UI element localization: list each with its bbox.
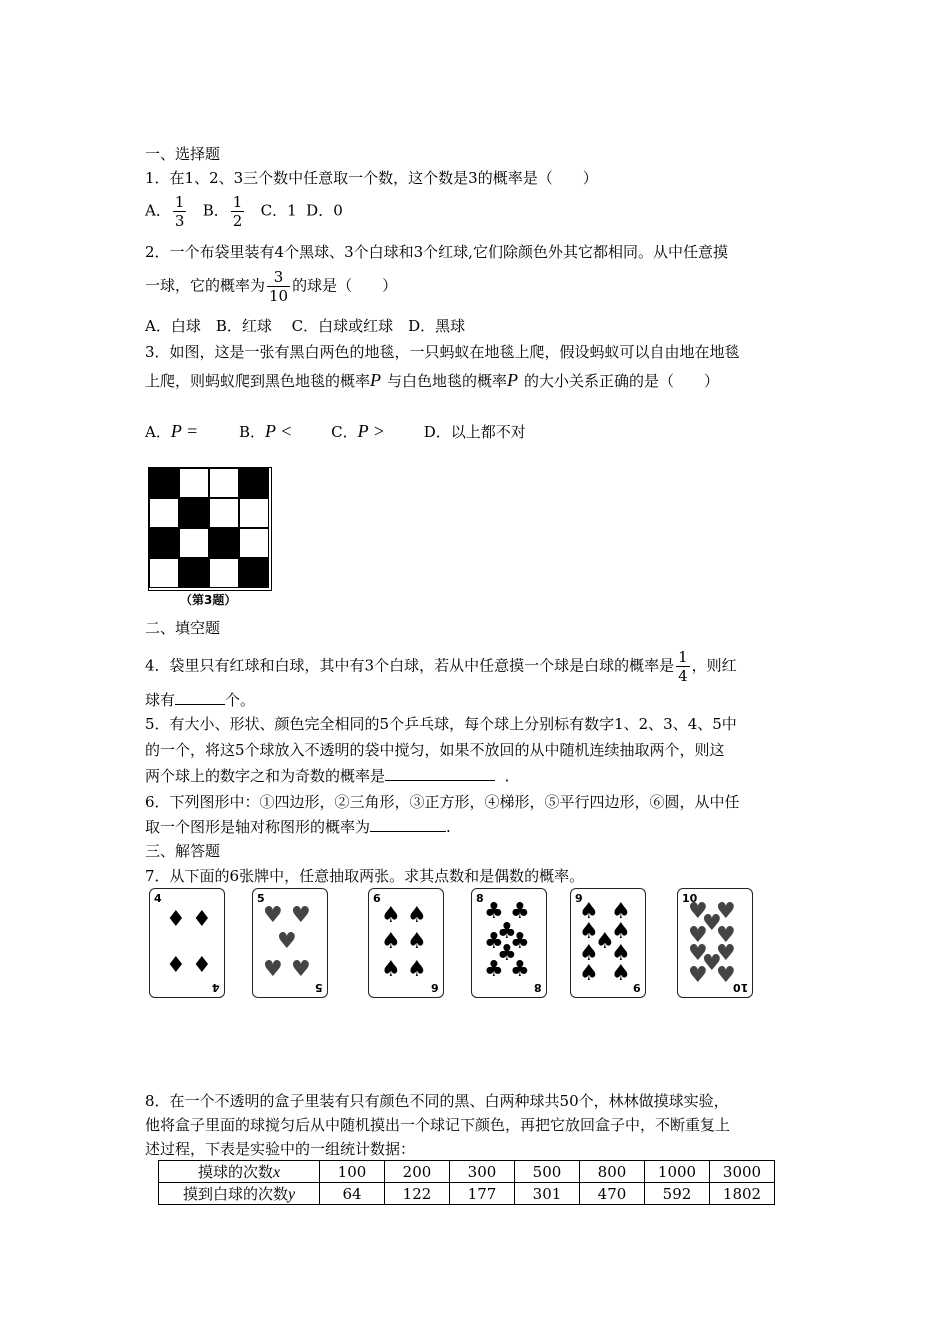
table-cell: 300 — [450, 1161, 515, 1183]
section-title-fill: 二、填空题 — [145, 619, 221, 637]
card-suit-icon: ♦ — [166, 907, 186, 932]
carpet-cell — [149, 468, 179, 498]
card-suit-icon: ♣ — [510, 957, 530, 982]
q4-fraction: $\frac{1}{4}$ — [678, 648, 688, 685]
card-suit-icon: ♣ — [484, 899, 504, 924]
card-suit-icon: ♣ — [510, 899, 530, 924]
q6-answer-blank[interactable] — [370, 831, 446, 832]
card-rank: 9 — [633, 981, 641, 994]
q3-c-expr: P > — [357, 421, 385, 441]
table-cell: 200 — [385, 1161, 450, 1183]
q3-a-expr: P = — [170, 421, 199, 441]
carpet-cell — [239, 468, 269, 498]
card-rank: 10 — [682, 892, 698, 905]
card-suit-icon: ♠ — [611, 899, 631, 924]
card-suit-icon: ♥ — [716, 941, 736, 966]
table-cell: 177 — [450, 1183, 515, 1205]
q4-answer-blank[interactable] — [175, 704, 225, 705]
playing-card — [368, 888, 444, 998]
table-cell: 100 — [320, 1161, 385, 1183]
table-cell: 1000 — [645, 1161, 710, 1183]
card-suit-icon: ♠ — [407, 929, 427, 954]
table-row — [159, 1183, 775, 1205]
q3-line2: 上爬，则蚂蚁爬到黑色地毯的概率P 与白色地毯的概率P 的大小关系正确的是（ ） — [145, 370, 720, 390]
card-suit-icon: ♥ — [263, 957, 283, 982]
table-cell: 592 — [645, 1183, 710, 1205]
q7-stem: 7．从下面的6张牌中，任意抽取两张。求其点数和是偶数的概率。 — [145, 867, 585, 885]
q1-options — [145, 193, 343, 230]
card-suit-icon: ♣ — [497, 919, 517, 944]
q8-line2: 他将盒子里面的球搅匀后从中随机摸出一个球记下颜色，再把它放回盒子中，不断重复上 — [145, 1116, 731, 1134]
q2-line2: 一球，它的概率为 $\frac{3}{10}$ 的球是（ ） — [145, 268, 398, 305]
table-cell: 470 — [580, 1183, 645, 1205]
card-suit-icon: ♣ — [497, 941, 517, 966]
table-cell: 800 — [580, 1161, 645, 1183]
q3-b-expr: P < — [264, 421, 293, 441]
card-rank: 5 — [257, 892, 265, 905]
q1-d: D．0 — [306, 201, 343, 220]
playing-card — [471, 888, 547, 998]
card-suit-icon: ♠ — [407, 957, 427, 982]
q5-line1: 5．有大小、形状、颜色完全相同的5个乒乓球，每个球上分别标有数字1、2、3、4、5中 — [145, 715, 737, 733]
card-suit-icon: ♥ — [263, 903, 283, 928]
carpet-cell — [209, 528, 239, 558]
carpet-cell — [149, 558, 179, 588]
row-header-trials: 摸球的次数x — [159, 1161, 320, 1183]
card-suit-icon: ♠ — [579, 961, 599, 986]
card-suit-icon: ♠ — [595, 929, 615, 954]
carpet-grid-figure — [148, 467, 272, 591]
section-title-choice: 一、选择题 — [145, 145, 221, 163]
card-rank: 4 — [212, 981, 220, 994]
q2-fraction: $\frac{3}{10}$ — [269, 268, 289, 305]
card-suit-icon: ♣ — [484, 929, 504, 954]
q6-line2: 取一个图形是轴对称图形的概率为 . — [145, 818, 451, 836]
carpet-cell — [239, 528, 269, 558]
card-suit-icon: ♥ — [688, 941, 708, 966]
carpet-cell — [209, 498, 239, 528]
q6-line1: 6．下列图形中：①四边形，②三角形，③正方形，④梯形，⑤平行四边形，⑥圆，从中任 — [145, 793, 740, 811]
carpet-cell — [179, 498, 209, 528]
carpet-cell — [239, 498, 269, 528]
section-title-solve: 三、解答题 — [145, 842, 221, 860]
card-suit-icon: ♣ — [510, 929, 530, 954]
table-row — [159, 1161, 775, 1183]
card-suit-icon: ♠ — [611, 941, 631, 966]
q1-b-fraction: $\frac{1}{2}$ — [232, 193, 243, 230]
card-rank: 8 — [476, 892, 484, 905]
q3-b-label: B． — [238, 423, 265, 441]
table-cell: 122 — [385, 1183, 450, 1205]
carpet-cell — [209, 468, 239, 498]
q5-answer-blank[interactable] — [385, 780, 495, 781]
carpet-cell — [179, 528, 209, 558]
card-rank: 6 — [431, 981, 439, 994]
figure-caption: （第3题） — [180, 593, 237, 607]
carpet-cell — [239, 558, 269, 588]
table-cell: 64 — [320, 1183, 385, 1205]
card-suit-icon: ♠ — [381, 929, 401, 954]
card-suit-icon: ♥ — [291, 903, 311, 928]
q3-a-label: A． — [145, 423, 171, 441]
card-rank: 6 — [373, 892, 381, 905]
card-suit-icon: ♠ — [579, 919, 599, 944]
card-suit-icon: ♦ — [166, 953, 186, 978]
card-suit-icon: ♠ — [579, 941, 599, 966]
card-suit-icon: ♣ — [484, 957, 504, 982]
q5-line2: 的一个，将这5个球放入不透明的袋中搅匀，如果不放回的从中随机连续抽取两个，则这 — [145, 741, 725, 759]
card-suit-icon: ♥ — [277, 929, 297, 954]
card-suit-icon: ♥ — [716, 963, 736, 988]
card-suit-icon: ♥ — [702, 911, 722, 936]
card-suit-icon: ♠ — [611, 919, 631, 944]
playing-card — [252, 888, 328, 998]
card-suit-icon: ♦ — [192, 953, 212, 978]
q5-line3: 两个球上的数字之和为奇数的概率是 ． — [145, 767, 520, 785]
card-suit-icon: ♥ — [688, 963, 708, 988]
q3-options — [145, 420, 526, 443]
card-suit-icon: ♠ — [579, 899, 599, 924]
q4-line1: 4．袋里只有红球和白球，其中有3个白球，若从中任意摸一个球是白球的概率是 $\frac{1}{4}$ ，则红 — [145, 648, 737, 685]
row-header-white: 摸到白球的次数y — [159, 1183, 320, 1205]
q1-b-label: B． — [202, 201, 229, 220]
q1-stem: 1．在1、2、3三个数中任意取一个数，这个数是3的概率是（ ） — [145, 169, 598, 187]
q2-options: A．白球 B．红球 C．白球或红球 D．黑球 — [145, 317, 466, 335]
playing-card — [570, 888, 646, 998]
playing-card — [149, 888, 225, 998]
card-suit-icon: ♥ — [291, 957, 311, 982]
card-suit-icon: ♦ — [192, 907, 212, 932]
card-suit-icon: ♠ — [611, 961, 631, 986]
card-suit-icon: ♥ — [716, 923, 736, 948]
card-suit-icon: ♥ — [702, 951, 722, 976]
card-rank: 10 — [732, 981, 748, 994]
card-suit-icon: ♠ — [381, 903, 401, 928]
table-cell: 301 — [515, 1183, 580, 1205]
q1-a-label: A． — [145, 201, 171, 220]
carpet-cell — [209, 558, 239, 588]
q1-a-fraction: $\frac{1}{3}$ — [174, 193, 185, 230]
q3-line1: 3．如图，这是一张有黑白两色的地毯，一只蚂蚁在地毯上爬，假设蚂蚁可以自由地在地毯 — [145, 343, 740, 361]
stats-table — [158, 1160, 775, 1205]
card-suit-icon: ♠ — [381, 957, 401, 982]
q2-line1: 2．一个布袋里装有4个黑球、3个白球和3个红球,它们除颜色外其它都相同。从中任意摸 — [145, 243, 728, 261]
card-suit-icon: ♥ — [688, 923, 708, 948]
carpet-cell — [149, 528, 179, 558]
q8-line3: 述过程，下表是实验中的一组统计数据： — [145, 1140, 416, 1158]
card-suit-icon: ♠ — [407, 903, 427, 928]
q3-c-label: C． — [331, 423, 358, 441]
table-cell: 500 — [515, 1161, 580, 1183]
card-suit-icon: ♥ — [688, 899, 708, 924]
table-cell: 3000 — [710, 1161, 775, 1183]
carpet-cell — [179, 468, 209, 498]
card-rank: 5 — [315, 981, 323, 994]
q1-c: C．1 — [260, 201, 297, 220]
carpet-cell — [179, 558, 209, 588]
card-suit-icon: ♥ — [716, 899, 736, 924]
card-rank: 4 — [154, 892, 162, 905]
card-rank: 9 — [575, 892, 583, 905]
carpet-cell — [149, 498, 179, 528]
q8-line1: 8．在一个不透明的盒子里装有只有颜色不同的黑、白两种球共50个，林林做摸球实验， — [145, 1092, 729, 1110]
playing-card — [677, 888, 753, 998]
q4-line2: 球有 个。 — [145, 691, 256, 709]
table-cell: 1802 — [710, 1183, 775, 1205]
card-rank: 8 — [534, 981, 542, 994]
q3-d: D．以上都不对 — [423, 423, 526, 441]
